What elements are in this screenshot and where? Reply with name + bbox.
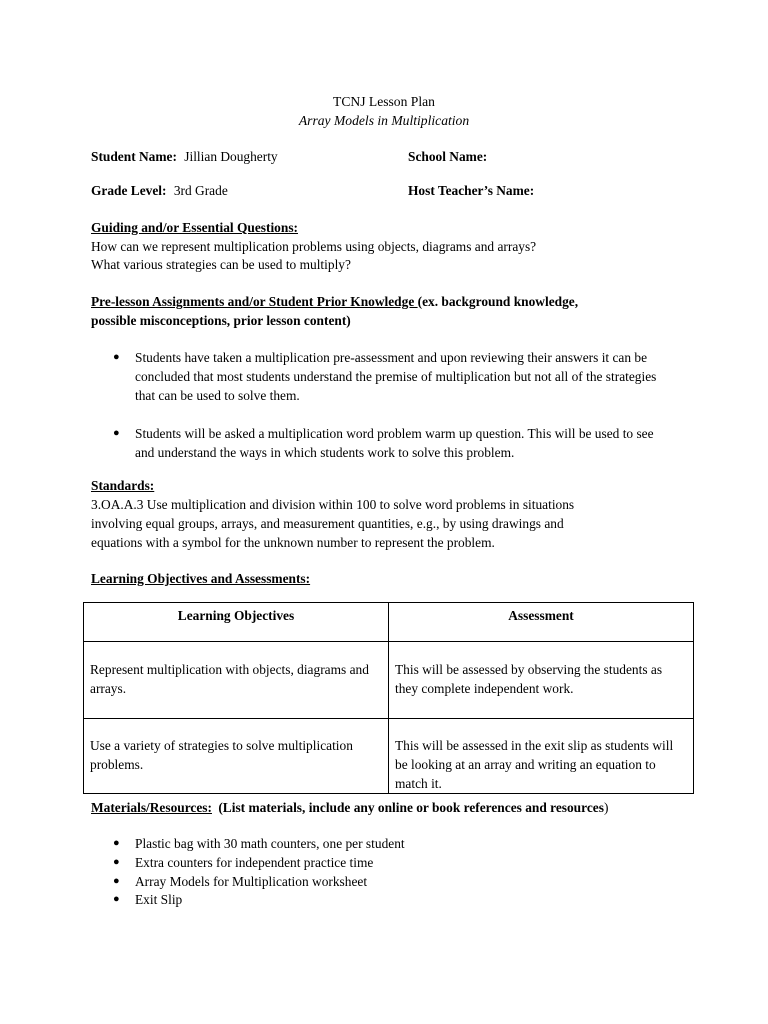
prelesson-bullet-text: Students have taken a multiplication pre-assessment and upon reviewing their answers it can be concluded that most students understand the premise of multiplication but not all of the strategies that can be used to solve them.: [135, 350, 657, 403]
prelesson-heading: [91, 294, 578, 310]
student-name-value: Jillian Dougherty: [184, 149, 278, 164]
materials-item-text: Exit Slip: [135, 892, 183, 907]
objectives-heading: Learning Objectives and Assessments:: [91, 571, 311, 586]
assessment-cell: This will be assessed by observing the students as they complete independent work.: [389, 642, 694, 719]
prelesson-heading-rest: (ex. background knowledge,: [417, 294, 579, 309]
guiding-question-1: How can we represent multiplication problems using objects, diagrams and arrays?: [91, 239, 537, 254]
standards-line-2: involving equal groups, arrays, and measurement quantities, e.g., by using drawings and: [91, 516, 564, 531]
bullet-icon: ●: [113, 351, 120, 363]
bullet-icon: ●: [113, 856, 120, 868]
table-row: [84, 719, 694, 794]
guiding-question-2: What various strategies can be used to multiply?: [91, 257, 351, 272]
table-header-row: [84, 603, 694, 642]
materials-note: (List materials, include any online or book references and resources: [218, 800, 604, 815]
materials-item-text: Array Models for Multiplication worksheet: [135, 874, 368, 889]
materials-item: [113, 834, 513, 853]
prelesson-heading-line2: possible misconceptions, prior lesson content): [91, 313, 351, 328]
prelesson-heading-underlined: Pre-lesson Assignments and/or Student Prior Knowledge: [91, 294, 418, 309]
standards-heading: Standards:: [91, 478, 155, 493]
host-teacher-label: Host Teacher’s Name:: [408, 183, 535, 198]
materials-heading-label: Materials/Resources:: [91, 800, 212, 815]
bullet-icon: ●: [113, 893, 120, 905]
document-subtitle: Array Models in Multiplication: [298, 113, 470, 128]
objective-cell: Represent multiplication with objects, diagrams and arrays.: [84, 642, 389, 719]
materials-item-text: Extra counters for independent practice time: [135, 855, 374, 870]
grade-level-value: 3rd Grade: [173, 183, 228, 198]
objectives-table: [83, 602, 694, 794]
objective-cell: Use a variety of strategies to solve multiplication problems.: [84, 719, 389, 794]
student-name-row: [91, 149, 278, 165]
document-title: TCNJ Lesson Plan: [333, 94, 435, 109]
prelesson-bullet: [113, 424, 673, 464]
column-header-objectives: Learning Objectives: [84, 603, 389, 642]
materials-item: [113, 890, 513, 909]
materials-item-text: Plastic bag with 30 math counters, one per student: [135, 836, 405, 851]
standards-line-1: 3.OA.A.3 Use multiplication and division within 100 to solve word problems in situations: [91, 497, 575, 512]
prelesson-bullet: [113, 348, 673, 408]
grade-level-label: Grade Level:: [91, 183, 167, 198]
guiding-questions-heading: Guiding and/or Essential Questions:: [91, 220, 298, 235]
bullet-icon: ●: [113, 875, 120, 887]
assessment-cell: This will be assessed in the exit slip as students will be looking at an array and writing an equation to match it.: [389, 719, 694, 794]
grade-level-row: [91, 183, 228, 199]
materials-note-end: ): [603, 800, 609, 815]
materials-item: [113, 872, 513, 891]
table-row: [84, 642, 694, 719]
student-name-label: Student Name:: [91, 149, 177, 164]
materials-item: [113, 853, 513, 872]
bullet-icon: ●: [113, 837, 120, 849]
school-name-label: School Name:: [408, 149, 488, 164]
prelesson-bullet-text: Students will be asked a multiplication word problem warm up question. This will be used to see and understand the ways in which students work to solve this problem.: [135, 426, 654, 460]
materials-heading: [91, 800, 608, 816]
column-header-assessment: Assessment: [389, 603, 694, 642]
standards-line-3: equations with a symbol for the unknown number to represent the problem.: [91, 535, 495, 550]
bullet-icon: ●: [113, 427, 120, 439]
